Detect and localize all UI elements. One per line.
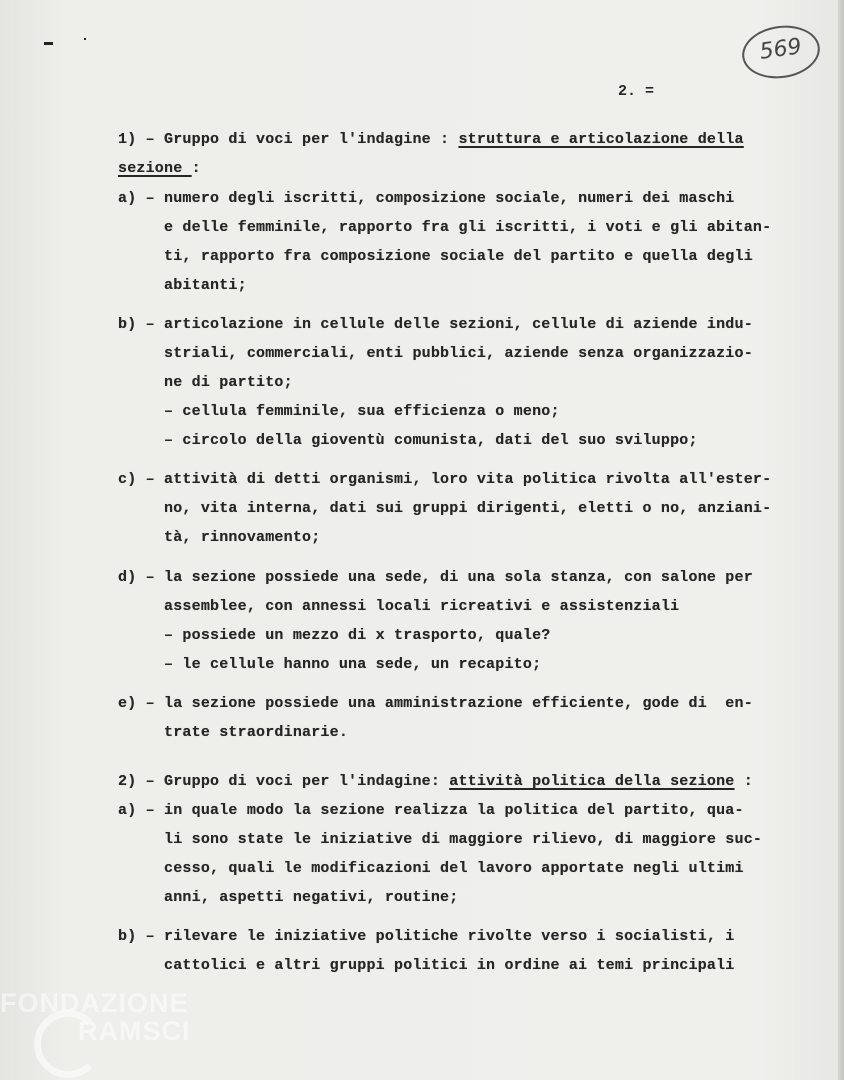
line-text: assemblee, con annessi locali ricreativi e assistenziali — [118, 598, 680, 615]
text-line — [118, 724, 348, 742]
line-text: tà, rinnovamento; — [118, 529, 321, 546]
text-line — [118, 403, 560, 421]
text-line — [118, 374, 293, 392]
ink-speck — [44, 42, 53, 45]
page-number: 2. = — [618, 83, 655, 100]
text-line — [118, 957, 735, 975]
line-text: trate straordinarie. — [118, 724, 349, 741]
text-line — [118, 248, 753, 266]
line-text: striali, commerciali, enti pubblici, aziende senza organizzazio- — [118, 345, 753, 362]
text-line — [118, 529, 320, 547]
archive-number: 569 — [758, 34, 804, 65]
line-text: b) – articolazione in cellule delle sezioni, cellule di aziende indu- — [118, 316, 753, 333]
text-line — [118, 773, 753, 791]
text-line — [118, 598, 679, 616]
text-line — [118, 219, 771, 237]
text-line — [118, 131, 744, 149]
line-text: cesso, quali le modificazioni del lavoro apportate negli ultimi — [118, 860, 744, 877]
line-text: – cellula femminile, sua efficienza o meno; — [118, 403, 560, 420]
watermark-line-2: RAMSCI — [78, 1016, 191, 1046]
line-suffix: : — [191, 160, 201, 177]
line-text: no, vita interna, dati sui gruppi dirigenti, eletti o no, anziani- — [118, 500, 772, 517]
text-line — [118, 889, 458, 907]
line-suffix: : — [734, 773, 753, 790]
line-text: – possiede un mezzo di x trasporto, quale? — [118, 627, 551, 644]
text-line — [118, 471, 771, 489]
fondazione-gramsci-watermark — [0, 988, 230, 1078]
text-line — [118, 190, 735, 208]
line-text: anni, aspetti negativi, routine; — [118, 889, 459, 906]
underlined-heading: sezione — [118, 160, 192, 177]
line-text: – circolo della gioventù comunista, dati del suo sviluppo; — [118, 432, 698, 449]
text-line — [118, 316, 753, 334]
text-line — [118, 831, 762, 849]
text-line — [118, 432, 698, 450]
line-text: a) – numero degli iscritti, composizione sociale, numeri dei maschi — [118, 190, 735, 207]
ink-speck — [84, 38, 86, 40]
underlined-heading: attività politica della sezione — [449, 773, 735, 790]
line-text: e delle femminile, rapporto fra gli iscritti, i voti e gli abitan- — [118, 219, 772, 236]
text-line — [118, 802, 744, 820]
text-line — [118, 656, 541, 674]
underlined-heading: struttura e articolazione della — [458, 131, 744, 148]
text-line — [118, 277, 247, 295]
line-text: 1) – Gruppo di voci per l'indagine : — [118, 131, 459, 148]
line-text: ti, rapporto fra composizione sociale del partito e quella degli — [118, 248, 753, 265]
line-text: c) – attività di detti organismi, loro vita politica rivolta all'ester- — [118, 471, 772, 488]
text-line — [118, 860, 744, 878]
line-text: b) – rilevare le iniziative politiche rivolte verso i socialisti, i — [118, 928, 735, 945]
line-text: abitanti; — [118, 277, 247, 294]
watermark-line-1: FONDAZIONE — [0, 988, 189, 1018]
text-line — [118, 500, 771, 518]
text-line — [118, 695, 753, 713]
text-line — [118, 160, 201, 178]
text-line — [118, 928, 735, 946]
archive-number-stamp — [739, 21, 823, 83]
line-text: a) – in quale modo la sezione realizza la politica del partito, qua- — [118, 802, 744, 819]
line-text: li sono state le iniziative di maggiore rilievo, di maggiore suc- — [118, 831, 763, 848]
line-text: 2) – Gruppo di voci per l'indagine: — [118, 773, 450, 790]
page-edge — [838, 0, 844, 1080]
line-text: d) – la sezione possiede una sede, di una sola stanza, con salone per — [118, 569, 753, 586]
line-text: e) – la sezione possiede una amministrazione efficiente, gode di en- — [118, 695, 753, 712]
text-line — [118, 345, 753, 363]
line-text: cattolici e altri gruppi politici in ordine ai temi principali — [118, 957, 735, 974]
text-line — [118, 627, 550, 645]
line-text: – le cellule hanno una sede, un recapito; — [118, 656, 542, 673]
line-text: ne di partito; — [118, 374, 293, 391]
text-line — [118, 569, 753, 587]
